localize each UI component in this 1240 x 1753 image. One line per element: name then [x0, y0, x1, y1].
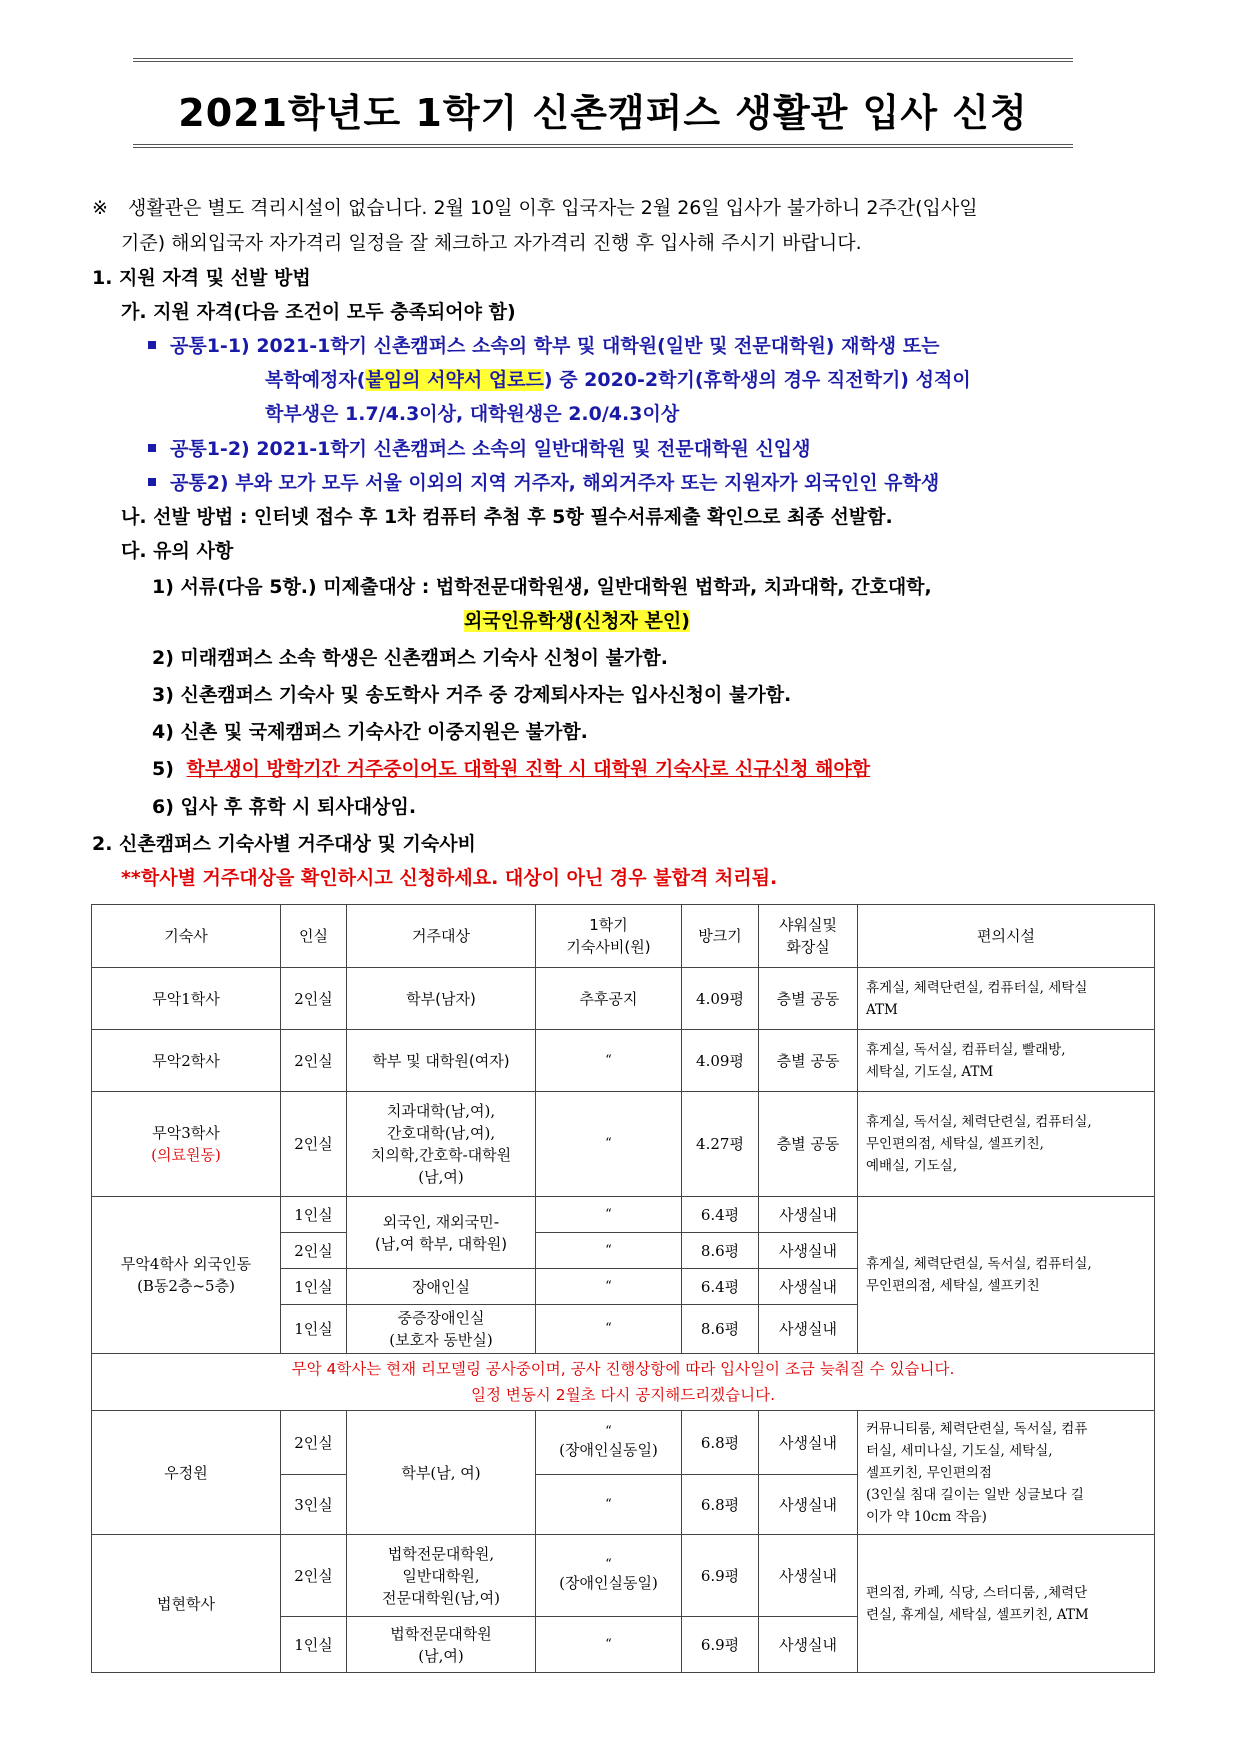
- ditto-mark: “: [605, 1206, 612, 1222]
- room-size: 8.6평: [682, 1305, 759, 1354]
- fac-line: 무인편의점, 세탁실, 셀프키친,: [866, 1136, 1044, 1152]
- common-1-2: [148, 436, 811, 462]
- common-2: [148, 470, 939, 496]
- room-type: 3인실: [281, 1475, 347, 1535]
- shower: 사생실내: [759, 1475, 858, 1535]
- header-fee-line1: 1학기: [589, 916, 628, 934]
- room-size: 6.8평: [682, 1475, 759, 1535]
- room-type: 1인실: [281, 1305, 347, 1354]
- dorm-subname: (B동2층~5층): [137, 1277, 235, 1295]
- room-size: 6.4평: [682, 1269, 759, 1305]
- dorm-table: [91, 904, 1155, 1673]
- facilities: [858, 968, 1155, 1030]
- fac-line: 련실, 휴게실, 세탁실, 셀프키친, ATM: [866, 1606, 1089, 1623]
- target-line: (남,여): [418, 1168, 464, 1186]
- shower: 층별 공동: [759, 968, 858, 1030]
- room-size: 6.9평: [682, 1535, 759, 1617]
- common-1-1-line-3: 학부생은 1.7/4.3이상, 대학원생은 2.0/4.3이상: [265, 403, 680, 425]
- fac-line: 휴게실, 독서실, 체력단련실, 컴퓨터실,: [866, 1114, 1092, 1130]
- fac-line: 휴게실, 체력단련실, 독서실, 컴퓨터실,: [866, 1256, 1092, 1272]
- common-1-1-pre: 복학예정자(: [265, 369, 366, 391]
- note-3: 3) 신촌캠퍼스 기숙사 및 송도학사 거주 중 강제퇴사자는 입사신청이 불가함.: [152, 684, 792, 706]
- header-fee-line2: 기숙사비(원): [566, 938, 651, 956]
- shower: 사생실내: [759, 1617, 858, 1673]
- fee-text: (장애인실동일): [559, 1573, 658, 1592]
- fee-ditto: [536, 1269, 682, 1305]
- fee: 추후공지: [536, 968, 682, 1030]
- section2-heading: 2. 신촌캠퍼스 기숙사별 거주대상 및 기숙사비: [92, 833, 476, 855]
- header-facilities: 편의시설: [858, 905, 1155, 968]
- table-row: [92, 1092, 1155, 1197]
- room-size: 4.09평: [682, 968, 759, 1030]
- target-line: 법학전문대학원: [390, 1624, 492, 1643]
- note-5: [152, 756, 870, 782]
- foreign-student-highlight: 외국인유학생(신청자 본인): [464, 610, 690, 632]
- facilities: [858, 1030, 1155, 1092]
- note-2: 2) 미래캠퍼스 소속 학생은 신촌캠퍼스 기숙사 신청이 불가함.: [152, 647, 668, 669]
- room-type: 2인실: [281, 1030, 347, 1092]
- table-notice-row: [92, 1354, 1155, 1411]
- fac-line: 편의점, 카페, 식당, 스터디룸, ,체력단: [866, 1584, 1088, 1601]
- notice-line-1: [92, 195, 978, 221]
- fee: [536, 1411, 682, 1475]
- section2-warning: **학사별 거주대상을 확인하시고 신청하세요. 대상이 아닌 경우 불합격 처리됨.: [121, 867, 778, 889]
- fee-ditto: [536, 1233, 682, 1269]
- dorm-name: 우정원: [92, 1411, 281, 1535]
- target-line: (남,여 학부, 대학원): [374, 1234, 508, 1253]
- target-line: (보호자 동반실): [389, 1331, 493, 1349]
- target: [347, 1305, 536, 1354]
- note-4: 4) 신촌 및 국제캠퍼스 기숙사간 이중지원은 불가함.: [152, 721, 588, 743]
- ditto-mark: “: [605, 1423, 612, 1439]
- target-line: 외국인, 재외국민-: [382, 1212, 500, 1231]
- room-type: 2인실: [281, 968, 347, 1030]
- fac-line: ATM: [866, 1001, 898, 1018]
- fac-line: 휴게실, 독서실, 컴퓨터실, 빨래방,: [866, 1041, 1066, 1058]
- ditto-mark: “: [605, 1052, 612, 1068]
- fac-line: 예배실, 기도실,: [866, 1158, 958, 1174]
- target: 학부 및 대학원(여자): [347, 1030, 536, 1092]
- table-row: [92, 1197, 1155, 1233]
- common-2-text: 공통2) 부와 모가 모두 서울 이외의 지역 거주자, 해외거주자 또는 지원자가 외국인인 유학생: [170, 472, 940, 494]
- fee: [536, 1535, 682, 1617]
- note-1: 1) 서류(다음 5항.) 미제출대상 : 법학전문대학원생, 일반대학원 법학과, 치과대학, 간호대학,: [152, 576, 932, 598]
- ditto-mark: “: [605, 1496, 612, 1512]
- common-1-1-line-1: [148, 333, 940, 359]
- header-target: 거주대상: [347, 905, 536, 968]
- room-size: 6.4평: [682, 1197, 759, 1233]
- fac-line: 휴게실, 체력단련실, 컴퓨터실, 세탁실: [866, 979, 1088, 996]
- ditto-mark: “: [605, 1636, 612, 1652]
- header-dorm: 기숙사: [92, 905, 281, 968]
- room-size: 6.8평: [682, 1411, 759, 1475]
- facilities: [858, 1197, 1155, 1354]
- room-type: 2인실: [281, 1092, 347, 1197]
- fee-text: (장애인실동일): [559, 1440, 658, 1459]
- ditto-mark: “: [605, 1321, 612, 1336]
- dorm-name: 법현학사: [92, 1535, 281, 1673]
- room-size: 4.27평: [682, 1092, 759, 1197]
- ditto-mark: “: [605, 1242, 612, 1258]
- target-line: 전문대학원(남,여): [382, 1588, 500, 1607]
- notes-heading: 다. 유의 사항: [121, 540, 234, 562]
- shower: 사생실내: [759, 1305, 858, 1354]
- shower: 사생실내: [759, 1411, 858, 1475]
- dorm-name: 무악2학사: [92, 1030, 281, 1092]
- notice-text-1: 생활관은 별도 격리시설이 없습니다. 2월 10일 이후 입국자는 2월 26일 입사가 불가하니 2주간(입사일: [127, 197, 978, 219]
- facilities: [858, 1092, 1155, 1197]
- dorm-name: [92, 1197, 281, 1354]
- room-size: 6.9평: [682, 1617, 759, 1673]
- note-1b: [464, 608, 690, 634]
- common-1-1-text: 공통1-1) 2021-1학기 신촌캠퍼스 소속의 학부 및 대학원(일반 및 전문대학원) 재학생 또는: [170, 335, 940, 357]
- fac-line: 세탁실, 기도실, ATM: [866, 1063, 994, 1080]
- dorm-name-text: 무악4학사 외국인동: [120, 1255, 252, 1273]
- target: 장애인실: [347, 1269, 536, 1305]
- common-1-1-post: ) 중 2020-2학기(휴학생의 경우 직전학기) 성적이: [543, 369, 971, 391]
- target: [347, 1197, 536, 1269]
- target-line: (남,여): [418, 1646, 464, 1665]
- dorm-name: [92, 1092, 281, 1197]
- note-5-num: 5): [152, 758, 174, 780]
- selection-method: 나. 선발 방법 : 인터넷 접수 후 1차 컴퓨터 추첨 후 5항 필수서류제출 확인으로 최종 선발함.: [121, 506, 893, 528]
- target-line: 일반대학원,: [402, 1566, 480, 1585]
- fac-line: 무인편의점, 세탁실, 셀프키친: [866, 1278, 1040, 1294]
- remodel-notice-line1: 무악 4학사는 현재 리모델링 공사중이며, 공사 진행상항에 따라 입사일이 조금 늦춰질 수 있습니다.: [291, 1360, 955, 1378]
- room-type: 1인실: [281, 1197, 347, 1233]
- room-type: 2인실: [281, 1535, 347, 1617]
- header-shower: [759, 905, 858, 968]
- fac-line: 커뮤니티룸, 체력단련실, 독서실, 컴퓨: [866, 1420, 1088, 1437]
- shower: 층별 공동: [759, 1030, 858, 1092]
- room-type: 1인실: [281, 1617, 347, 1673]
- bullet-square-icon: [148, 444, 156, 452]
- facilities: [858, 1535, 1155, 1673]
- room-type: 1인실: [281, 1269, 347, 1305]
- fac-line: (3인실 침대 길이는 일반 싱글보다 길: [866, 1486, 1084, 1503]
- target-line: 치과대학(남,여),: [386, 1102, 496, 1120]
- target-line: 법학전문대학원,: [387, 1544, 495, 1563]
- pledge-upload-highlight: 붙임의 서약서 업로드: [365, 369, 544, 391]
- fee-ditto: [536, 1197, 682, 1233]
- table-row: [92, 968, 1155, 1030]
- common-1-2-text: 공통1-2) 2021-1학기 신촌캠퍼스 소속의 일반대학원 및 전문대학원 신입생: [170, 438, 811, 460]
- target: 학부(남, 여): [347, 1411, 536, 1535]
- header-room: 인실: [281, 905, 347, 968]
- remodel-notice: [92, 1354, 1155, 1411]
- ditto-mark: “: [605, 1556, 612, 1572]
- fac-line: 이가 약 10cm 작음): [866, 1508, 987, 1525]
- bullet-square-icon: [148, 341, 156, 349]
- header-size: 방크기: [682, 905, 759, 968]
- fee-ditto: [536, 1092, 682, 1197]
- fee-ditto: [536, 1617, 682, 1673]
- room-type: 2인실: [281, 1411, 347, 1475]
- fee-ditto: [536, 1305, 682, 1354]
- dorm-name-text: 무악3학사: [152, 1124, 220, 1142]
- shower: 층별 공동: [759, 1092, 858, 1197]
- dorm-subname: (의료원동): [151, 1146, 221, 1164]
- target: [347, 1617, 536, 1673]
- shower: 사생실내: [759, 1535, 858, 1617]
- shower: 사생실내: [759, 1233, 858, 1269]
- notice-line-2: 기준) 해외입국자 자가격리 일정을 잘 체크하고 자가격리 진행 후 입사해 주시기 바랍니다.: [121, 232, 862, 254]
- shower: 사생실내: [759, 1269, 858, 1305]
- ditto-mark: “: [605, 1136, 612, 1151]
- target: [347, 1092, 536, 1197]
- fee-ditto: [536, 1030, 682, 1092]
- table-header-row: [92, 905, 1155, 968]
- room-size: 8.6평: [682, 1233, 759, 1269]
- target: 학부(남자): [347, 968, 536, 1030]
- header-shower-line2: 화장실: [786, 938, 830, 956]
- facilities: [858, 1411, 1155, 1535]
- dorm-name: 무악1학사: [92, 968, 281, 1030]
- title-top-rule: [133, 58, 1073, 62]
- room-size: 4.09평: [682, 1030, 759, 1092]
- header-shower-line1: 샤워실및: [779, 916, 837, 934]
- target-line: 치의학,간호학-대학원: [370, 1146, 512, 1164]
- fee-ditto: [536, 1475, 682, 1535]
- title-bottom-rule: [133, 144, 1073, 148]
- reference-mark: ※: [92, 197, 108, 219]
- fac-line: 셀프키친, 무인편의점: [866, 1464, 992, 1481]
- fac-line: 터실, 세미나실, 기도실, 세탁실,: [866, 1442, 1053, 1459]
- ditto-mark: “: [605, 1278, 612, 1294]
- table-row: [92, 1535, 1155, 1617]
- common-1-1-line-2: [265, 367, 971, 393]
- target-line: 간호대학(남,여),: [386, 1124, 496, 1142]
- note-6: 6) 입사 후 휴학 시 퇴사대상임.: [152, 796, 417, 818]
- shower: 사생실내: [759, 1197, 858, 1233]
- remodel-notice-line2: 일정 변동시 2월초 다시 공지해드리겠습니다.: [470, 1386, 775, 1404]
- section1-heading: 1. 지원 자격 및 선발 방법: [92, 267, 311, 289]
- note-5-text: 학부생이 방학기간 거주중이어도 대학원 진학 시 대학원 기숙사로 신규신청 해야함: [186, 758, 871, 780]
- room-type: 2인실: [281, 1233, 347, 1269]
- table-row: [92, 1030, 1155, 1092]
- bullet-square-icon: [148, 478, 156, 486]
- target-line: 중증장애인실: [397, 1309, 485, 1327]
- table-row: [92, 1411, 1155, 1475]
- target: [347, 1535, 536, 1617]
- eligibility-heading: 가. 지원 자격(다음 조건이 모두 충족되어야 함): [121, 301, 516, 323]
- page-title: 2021학년도 1학기 신촌캠퍼스 생활관 입사 신청: [178, 91, 1028, 135]
- header-fee: [536, 905, 682, 968]
